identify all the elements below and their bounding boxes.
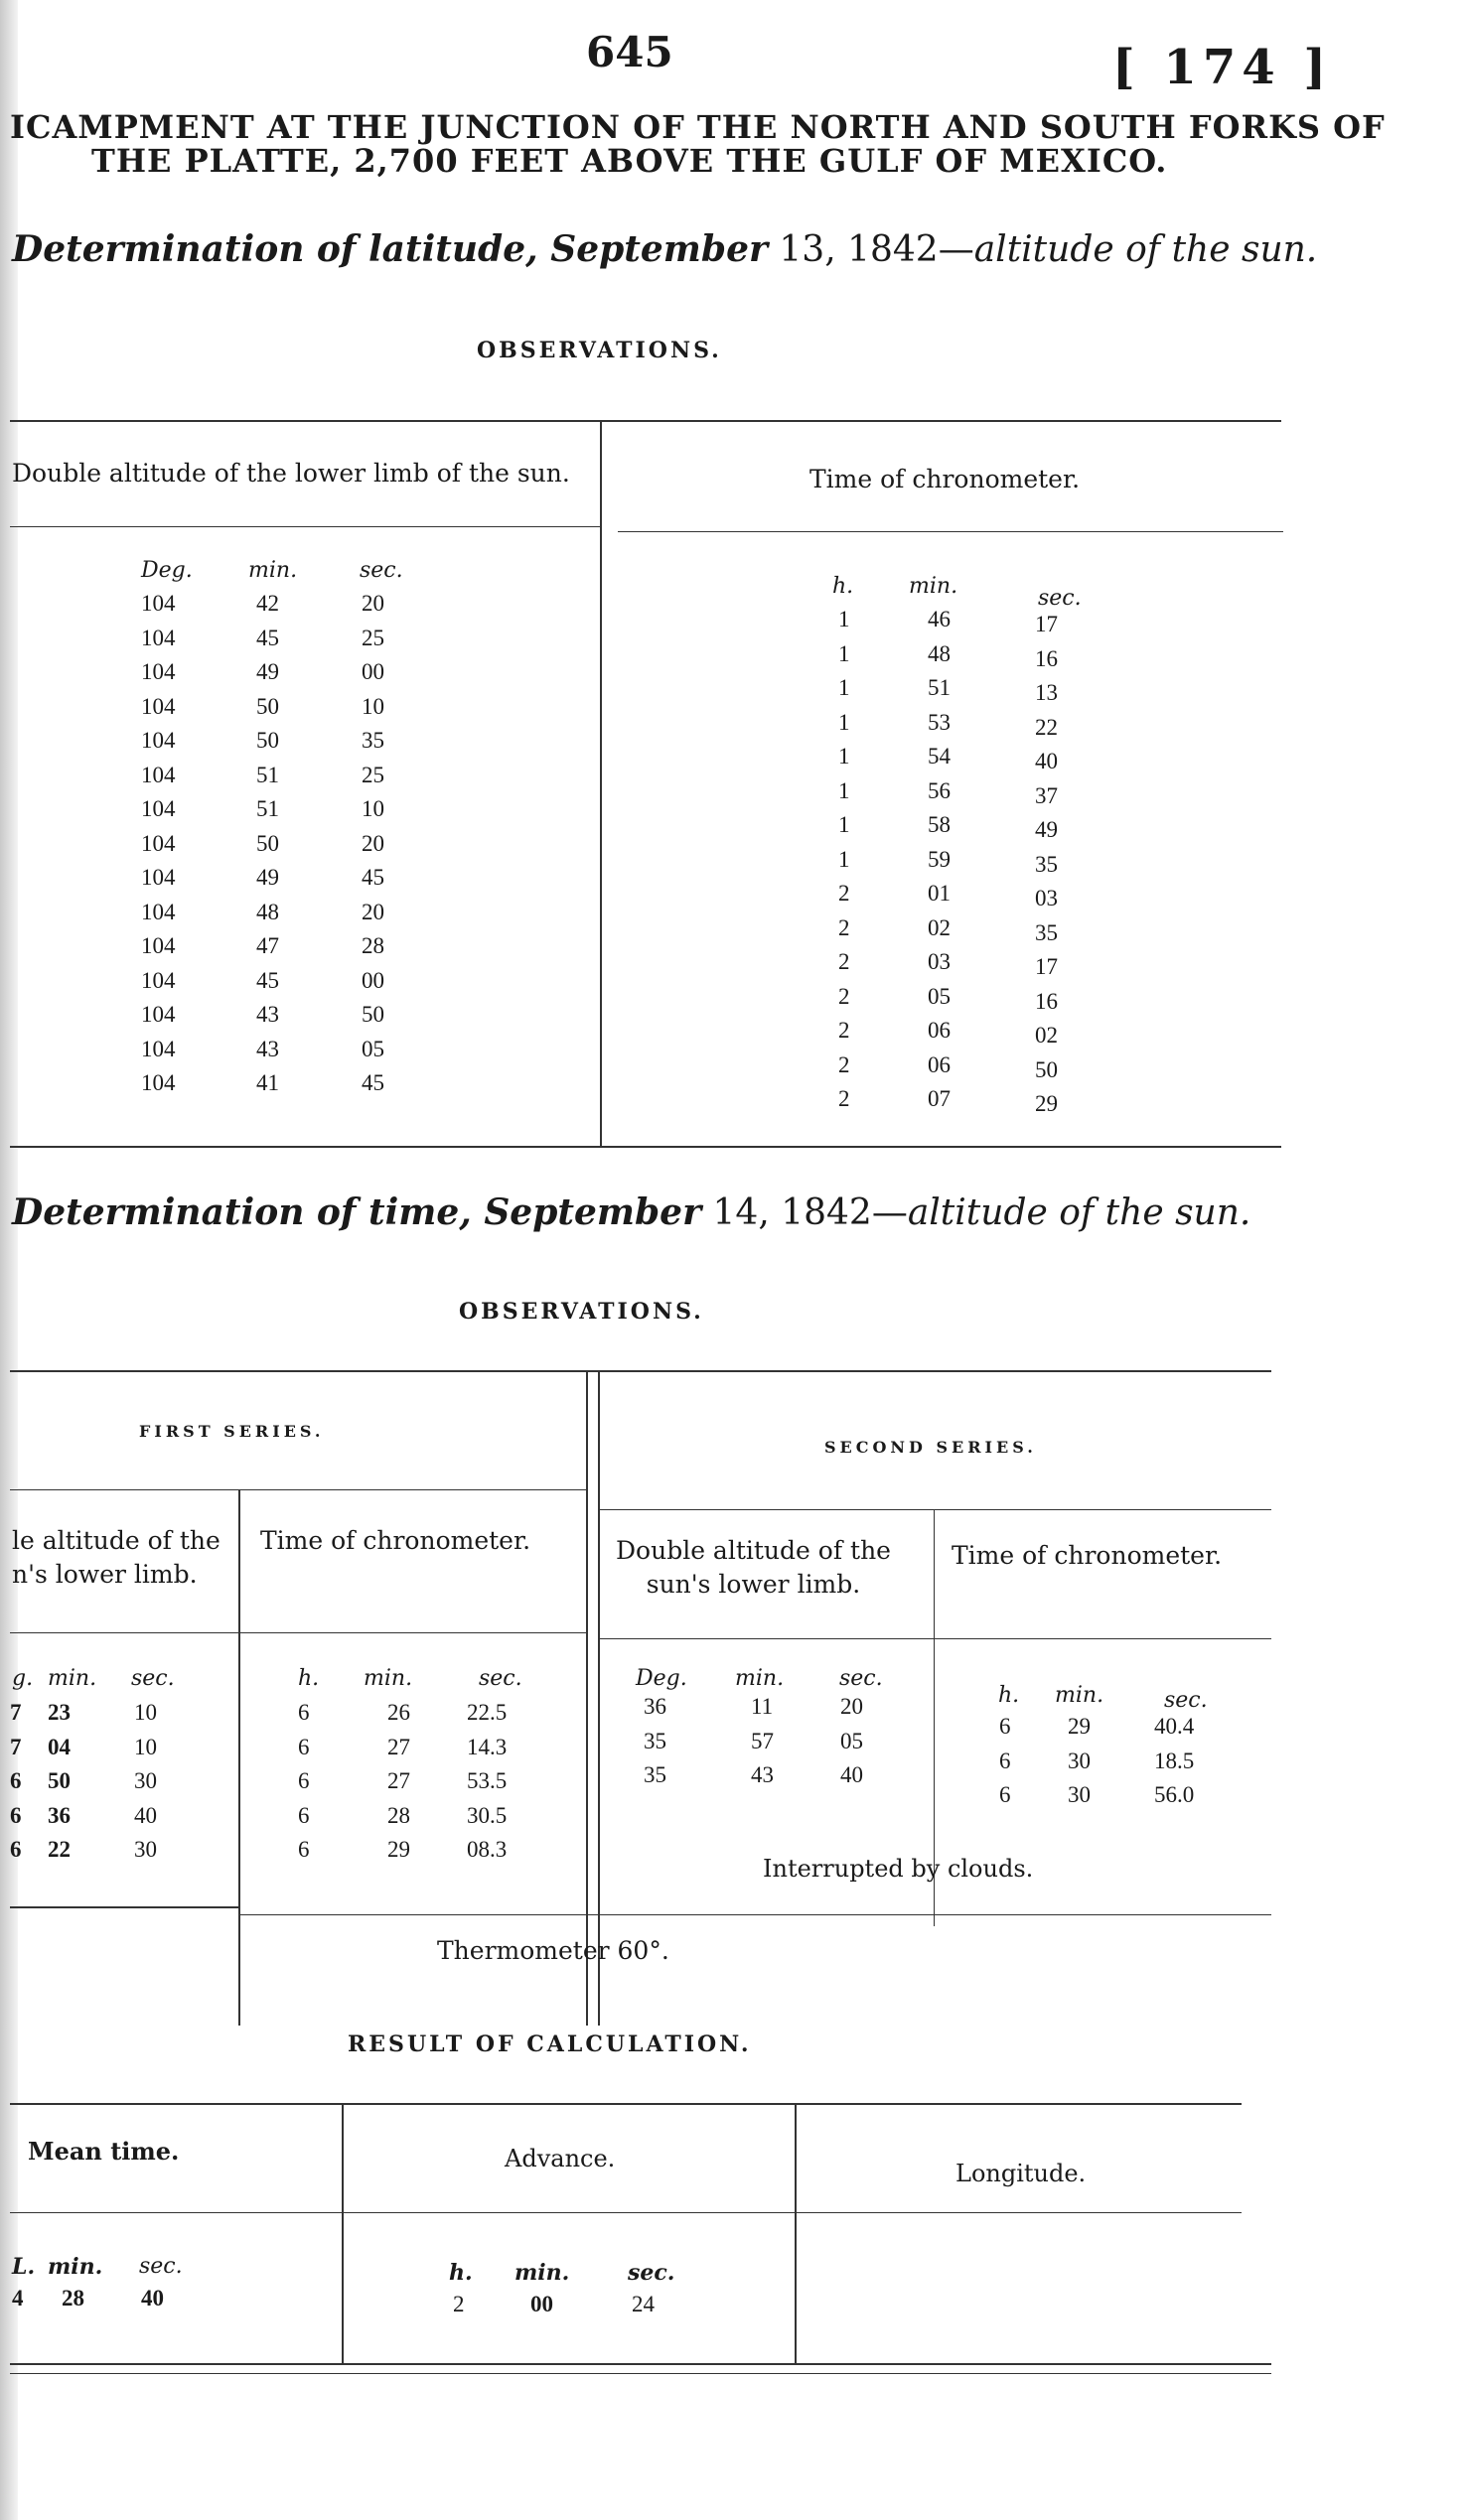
result-header-rule [10, 2212, 1242, 2213]
fs-min-cell: 50 [48, 1768, 71, 1793]
fs-time-sec-cell: 30.5 [467, 1802, 508, 1828]
fs-time-min-cell: 29 [387, 1837, 410, 1862]
mean-hour-unit: L. [12, 2254, 36, 2280]
table1-time-sec-cell: 40 [1035, 749, 1058, 773]
table1-hour-cell: 2 [838, 949, 850, 974]
fs-altitude-header: le altitude of the n's lower limb. [12, 1526, 220, 1589]
ss-deg-cell: 35 [644, 1762, 666, 1787]
fs-deg-cell: 6 [10, 1802, 22, 1828]
ss-deg-unit: Deg. [636, 1666, 687, 1691]
advance-sec-unit: sec. [628, 2260, 675, 2286]
table1-hour-cell: 1 [838, 675, 850, 700]
first-series-label: FIRST SERIES. [139, 1422, 325, 1441]
table2-fs-header-rule [10, 1632, 586, 1633]
page-binding-edge [0, 0, 18, 2520]
table1-deg-cell: 104 [141, 1002, 176, 1027]
ss-sec-cell: 05 [840, 1728, 863, 1753]
table1-time-min-cell: 07 [928, 1086, 951, 1111]
table2-series-divider-a [586, 1370, 588, 2026]
fs-hour-cell: 6 [298, 1768, 310, 1793]
table1-time-sec-cell: 35 [1035, 851, 1058, 877]
table1-time-sec-column [1035, 608, 1058, 1122]
result-divider-2 [795, 2103, 797, 2363]
fs-hour-column [298, 1696, 310, 1868]
fs-time-header: Time of chronometer. [260, 1526, 531, 1555]
table1-time-sec-cell: 17 [1035, 954, 1058, 979]
table1-sec-cell: 10 [362, 693, 384, 719]
table1-deg-cell: 104 [141, 762, 176, 787]
result-top-rule [10, 2103, 1242, 2105]
table1-time-sec-cell: 37 [1035, 782, 1058, 808]
ss-time-min-cell: 30 [1068, 1782, 1091, 1807]
ss-time-min-cell: 30 [1068, 1748, 1091, 1773]
fs-sec-cell: 30 [134, 1768, 157, 1793]
result-bottom-rule [10, 2363, 1271, 2365]
fs-sec-column [134, 1696, 157, 1868]
table1-time-min-cell: 58 [928, 812, 951, 837]
fs-deg-cell: 7 [10, 1734, 22, 1759]
table1-bottom-rule [10, 1146, 1281, 1148]
advance-header: Advance. [505, 2145, 616, 2172]
ss-deg-cell: 36 [644, 1694, 666, 1719]
table1-hour-cell: 1 [838, 640, 850, 666]
table1-time-min-cell: 48 [928, 640, 951, 666]
section1-title-a: Determination of latitude, September [12, 228, 768, 270]
section2-title-c: altitude of the sun. [907, 1192, 1251, 1233]
table1-time-min-unit: min. [909, 574, 958, 599]
ss-time-sec-column [1154, 1710, 1194, 1813]
table1-min-cell: 42 [256, 591, 279, 616]
table1-time-sec-cell: 35 [1035, 919, 1058, 945]
table2-fs-bottom-rule [10, 1906, 238, 1908]
second-series-label: SECOND SERIES. [824, 1438, 1037, 1457]
ss-sec-cell: 20 [840, 1694, 863, 1719]
table1-sec-cell: 50 [362, 1002, 384, 1027]
mean-time-header: Mean time. [28, 2137, 180, 2166]
table1-time-sec-cell: 13 [1035, 680, 1058, 705]
ss-min-unit: min. [735, 1666, 785, 1691]
mean-sec-unit: sec. [139, 2254, 183, 2279]
fs-deg-unit: g. [12, 1666, 34, 1691]
fs-time-sec-cell: 22.5 [467, 1700, 508, 1725]
table1-deg-cell: 104 [141, 933, 176, 958]
fs-hour-cell: 6 [298, 1700, 310, 1725]
table1-min-cell: 49 [256, 659, 279, 684]
table1-min-cell: 45 [256, 967, 279, 993]
ss-sec-unit: sec. [839, 1666, 883, 1691]
table1-sec-cell: 45 [362, 865, 384, 890]
section2-observations-label: OBSERVATIONS. [459, 1299, 704, 1325]
table1-sec-cell: 35 [362, 728, 384, 753]
table1-deg-cell: 104 [141, 967, 176, 993]
fs-sec-cell: 40 [134, 1802, 157, 1828]
ss-hour-cell: 6 [999, 1782, 1011, 1807]
table1-time-min-cell: 56 [928, 777, 951, 803]
ss-hour-cell: 6 [999, 1748, 1011, 1773]
fs-time-min-cell: 27 [387, 1768, 410, 1793]
table1-deg-cell: 104 [141, 728, 176, 753]
table1-hour-cell: 1 [838, 777, 850, 803]
table1-time-min-cell: 06 [928, 1018, 951, 1043]
table1-hour-cell: 2 [838, 1051, 850, 1077]
fs-time-sec-cell: 08.3 [467, 1837, 508, 1862]
table1-sec-column [362, 587, 384, 1101]
table1-hour-cell: 2 [838, 983, 850, 1009]
table1-min-cell: 50 [256, 728, 279, 753]
table1-sec-cell: 00 [362, 967, 384, 993]
fs-min-cell: 22 [48, 1837, 71, 1862]
table2-ss-header-rule [600, 1638, 1271, 1639]
table1-time-sec-cell: 16 [1035, 988, 1058, 1014]
table1-hour-column [838, 603, 850, 1117]
result-divider-1 [342, 2103, 344, 2363]
table1-min-unit: min. [248, 558, 298, 583]
table1-hour-cell: 2 [838, 914, 850, 940]
table1-sec-unit: sec. [360, 558, 403, 583]
advance-min-unit: min. [514, 2260, 570, 2286]
fs-hour-cell: 6 [298, 1734, 310, 1759]
longitude-header: Longitude. [955, 2160, 1087, 2187]
result-label: RESULT OF CALCULATION. [348, 2031, 752, 2057]
table1-sec-cell: 10 [362, 796, 384, 821]
table1-hour-cell: 1 [838, 846, 850, 872]
fs-min-unit: min. [48, 1666, 97, 1691]
ss-time-header: Time of chronometer. [952, 1541, 1223, 1570]
table1-min-cell: 48 [256, 899, 279, 924]
table1-hour-cell: 1 [838, 607, 850, 631]
ss-time-sec-unit: sec. [1164, 1688, 1208, 1713]
mean-min-unit: min. [48, 2254, 103, 2280]
table1-sec-cell: 45 [362, 1070, 384, 1095]
table1-top-rule [10, 420, 1281, 422]
table2-top-rule [10, 1370, 1271, 1372]
table1-hour-cell: 2 [838, 1086, 850, 1111]
table1-hour-cell: 1 [838, 709, 850, 735]
fs-sec-cell: 30 [134, 1837, 157, 1862]
ss-time-sec-cell: 56.0 [1154, 1782, 1195, 1807]
table1-time-min-cell: 53 [928, 709, 951, 735]
table1-time-min-cell: 01 [928, 881, 951, 906]
fs-sec-cell: 10 [134, 1700, 157, 1725]
table1-deg-cell: 104 [141, 796, 176, 821]
table1-deg-cell: 104 [141, 1070, 176, 1095]
interrupted-note: Interrupted by clouds. [763, 1855, 1034, 1883]
section2-title-a: Determination of time, September [12, 1191, 702, 1233]
table1-sec-cell: 20 [362, 830, 384, 856]
table1-time-sec-cell: 49 [1035, 817, 1058, 842]
fs-deg-cell: 7 [10, 1700, 22, 1725]
fs-deg-cell: 6 [10, 1768, 22, 1793]
section1-title-b: 13, 1842— [767, 229, 974, 270]
table1-header-rule-right [618, 531, 1283, 532]
ss-min-cell: 57 [751, 1728, 774, 1753]
table1-time-min-cell: 46 [928, 607, 951, 631]
table1-time-sec-cell: 03 [1035, 886, 1058, 910]
fs-deg-column [10, 1696, 22, 1868]
ss-time-min-unit: min. [1055, 1683, 1104, 1708]
advance-hour-unit: h. [449, 2260, 473, 2286]
table1-time-min-column [928, 603, 951, 1117]
fs-time-min-cell: 26 [387, 1700, 410, 1725]
ss-min-cell: 43 [751, 1762, 774, 1787]
table1-sec-cell: 20 [362, 899, 384, 924]
table1-sec-cell: 25 [362, 625, 384, 650]
table1-time-sec-unit: sec. [1038, 586, 1082, 611]
table2-first-series-rule [10, 1489, 586, 1490]
table1-deg-cell: 104 [141, 830, 176, 856]
ss-min-column [751, 1690, 774, 1793]
result-bottom-rule-2 [10, 2373, 1271, 2374]
table1-deg-cell: 104 [141, 591, 176, 616]
table1-sec-cell: 00 [362, 659, 384, 684]
table1-min-cell: 43 [256, 1002, 279, 1027]
ss-min-cell: 11 [751, 1694, 774, 1719]
table1-time-min-cell: 06 [928, 1051, 951, 1077]
fs-time-min-cell: 27 [387, 1734, 410, 1759]
table1-deg-cell: 104 [141, 899, 176, 924]
mean-hour-value: 4 [12, 2286, 24, 2310]
table1-min-cell: 51 [256, 762, 279, 787]
fs-min-column [48, 1696, 71, 1868]
fs-time-sec-cell: 53.5 [467, 1768, 508, 1793]
section2-title-b: 14, 1842— [701, 1192, 908, 1233]
table1-hour-cell: 2 [838, 881, 850, 906]
ss-hour-cell: 6 [999, 1714, 1011, 1739]
table1-header-rule-left [10, 526, 600, 527]
bracket-number: [ 174 ] [1112, 40, 1333, 95]
fs-time-min-unit: min. [364, 1666, 413, 1691]
fs-sec-cell: 10 [134, 1734, 157, 1759]
heading-line-1: ICAMPMENT AT THE JUNCTION OF THE NORTH AND SOUTH FORKS OF [10, 108, 1386, 146]
table1-sec-cell: 25 [362, 762, 384, 787]
table1-time-sec-cell: 16 [1035, 645, 1058, 671]
table1-min-cell: 50 [256, 693, 279, 719]
table1-min-cell: 49 [256, 865, 279, 890]
ss-altitude-header: Double altitude of the sun's lower limb. [616, 1536, 891, 1599]
fs-hour-cell: 6 [298, 1837, 310, 1862]
fs-hour-unit: h. [298, 1666, 320, 1691]
table1-time-min-cell: 02 [928, 914, 951, 940]
table1-time-min-cell: 51 [928, 675, 951, 700]
table1-deg-unit: Deg. [141, 558, 193, 583]
table1-time-min-cell: 03 [928, 949, 951, 974]
table1-deg-column [141, 587, 176, 1101]
table1-time-min-cell: 05 [928, 983, 951, 1009]
table1-min-cell: 43 [256, 1036, 279, 1061]
advance-hour-value: 2 [453, 2292, 465, 2316]
ss-hour-unit: h. [998, 1683, 1020, 1708]
heading-line-2: THE PLATTE, 2,700 FEET ABOVE THE GULF OF MEXICO. [91, 142, 1168, 180]
table1-deg-cell: 104 [141, 693, 176, 719]
table1-min-cell: 47 [256, 933, 279, 958]
fs-time-sec-unit: sec. [479, 1666, 522, 1691]
table1-hour-cell: 1 [838, 812, 850, 837]
table1-sec-cell: 05 [362, 1036, 384, 1061]
fs-sec-unit: sec. [131, 1666, 175, 1691]
page-number: 645 [586, 28, 673, 76]
table2-second-series-rule [600, 1509, 1271, 1510]
section1-observations-label: OBSERVATIONS. [477, 338, 722, 363]
table1-divider [600, 420, 602, 1147]
section1-title [12, 228, 1317, 270]
advance-sec-value: 24 [632, 2292, 655, 2316]
table1-hour-cell: 2 [838, 1018, 850, 1043]
table1-deg-cell: 104 [141, 1036, 176, 1061]
table2-bottom-rule [238, 1914, 1271, 1915]
fs-min-cell: 36 [48, 1802, 71, 1828]
fs-min-cell: 23 [48, 1700, 71, 1725]
table1-time-min-cell: 54 [928, 744, 951, 769]
table1-time-sec-cell: 29 [1035, 1091, 1058, 1116]
fs-time-sec-column [467, 1696, 507, 1868]
fs-time-min-cell: 28 [387, 1802, 410, 1828]
table1-min-cell: 50 [256, 830, 279, 856]
ss-sec-column [840, 1690, 863, 1793]
fs-time-min-column [387, 1696, 410, 1868]
section2-title [12, 1191, 1250, 1233]
table1-min-column [256, 587, 279, 1101]
table1-time-min-cell: 59 [928, 846, 951, 872]
ss-time-min-cell: 29 [1068, 1714, 1091, 1739]
ss-hour-column [999, 1710, 1011, 1813]
fs-min-cell: 04 [48, 1734, 71, 1759]
table1-time-sec-cell: 02 [1035, 1023, 1058, 1048]
mean-min-value: 28 [62, 2286, 84, 2310]
section1-title-c: altitude of the sun. [973, 229, 1318, 270]
fs-hour-cell: 6 [298, 1802, 310, 1828]
table1-min-cell: 45 [256, 625, 279, 650]
fs-deg-cell: 6 [10, 1837, 22, 1862]
fs-time-sec-cell: 14.3 [467, 1734, 508, 1759]
table1-altitude-header: Double altitude of the lower limb of the sun. [12, 459, 570, 488]
table1-deg-cell: 104 [141, 659, 176, 684]
table1-time-sec-cell: 50 [1035, 1056, 1058, 1082]
table1-hour-cell: 1 [838, 744, 850, 769]
table1-time-sec-cell: 17 [1035, 612, 1058, 636]
ss-time-sec-cell: 40.4 [1154, 1714, 1195, 1739]
ss-sec-cell: 40 [840, 1762, 863, 1787]
table1-deg-cell: 104 [141, 625, 176, 650]
ss-time-sec-cell: 18.5 [1154, 1748, 1195, 1773]
ss-time-min-column [1068, 1710, 1091, 1813]
table1-min-cell: 51 [256, 796, 279, 821]
table1-time-sec-cell: 22 [1035, 714, 1058, 740]
table1-sec-cell: 28 [362, 933, 384, 958]
ss-deg-column [644, 1690, 666, 1793]
advance-min-value: 00 [530, 2292, 553, 2316]
table2-fs-col-divider [238, 1489, 240, 2026]
mean-sec-value: 40 [141, 2286, 164, 2310]
table1-deg-cell: 104 [141, 865, 176, 890]
table1-time-header: Time of chronometer. [809, 465, 1081, 493]
table1-min-cell: 41 [256, 1070, 279, 1095]
table1-sec-cell: 20 [362, 591, 384, 616]
thermometer-note: Thermometer 60°. [437, 1936, 669, 1965]
ss-deg-cell: 35 [644, 1728, 666, 1753]
table2-series-divider-b [598, 1370, 600, 2026]
table1-hour-unit: h. [832, 574, 854, 599]
